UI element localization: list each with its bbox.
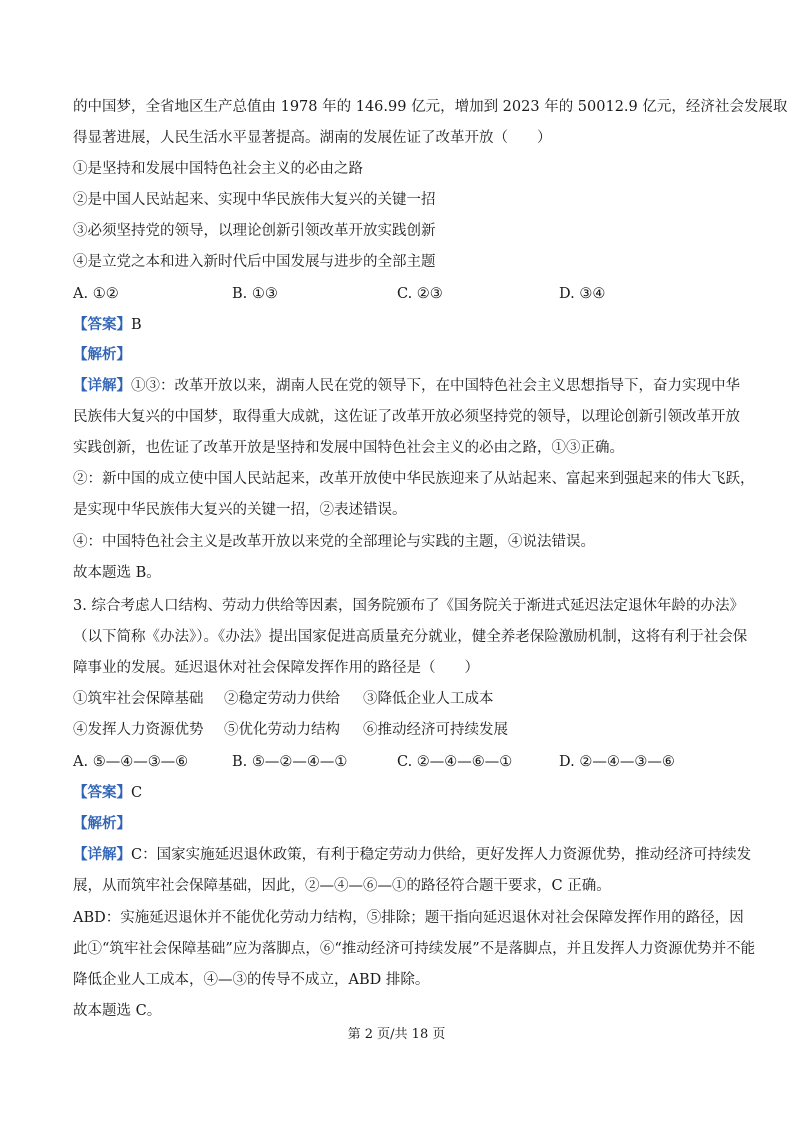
q3-option-b: B. ⑤—②—④—①	[232, 754, 348, 770]
answer-value: B	[131, 317, 142, 333]
q2-detail-line-4: ②：新中国的成立使中国人民站起来，改革开放使中华民族迎来了从站起来、富起来到强起来的伟大飞跃，	[73, 471, 755, 487]
q2-detail-line-5: 是实现中华民族伟大复兴的关键一招，②表述错误。	[73, 502, 407, 518]
q2-detail-line-1	[73, 376, 740, 396]
q2-analysis-heading	[73, 345, 131, 365]
q2-answer	[73, 315, 142, 335]
q3-item: ②稳定劳动力供给	[224, 691, 340, 707]
q3-option-c: C. ②—④—⑥—①	[397, 754, 513, 770]
q3-item: ③降低企业人工成本	[363, 691, 494, 707]
detail-text: C：国家实施延迟退休政策，有利于稳定劳动力供给，更好发挥人力资源优势，推动经济可持续发	[131, 847, 752, 863]
q3-item: ⑥推动经济可持续发展	[363, 722, 508, 738]
q2-option-a: A. ①②	[73, 286, 119, 302]
q3-stem-line-3: 障事业的发展。延迟退休对社会保障发挥作用的路径是（ ）	[73, 660, 479, 676]
q3-stem-line-1: 3. 综合考虑人口结构、劳动力供给等因素，国务院颁布了《国务院关于渐进式延迟法定退休年龄的办法》	[73, 598, 744, 614]
q2-option-c: C. ②③	[397, 286, 443, 302]
q3-stem-line-2: （以下简称《办法》）。《办法》提出国家促进高质量充分就业，健全养老保险激励机制，这将有利于社会保	[73, 629, 748, 645]
analysis-tag: 【解析】	[73, 815, 131, 832]
q3-answer	[73, 783, 142, 803]
q3-option-a: A. ⑤—④—③—⑥	[73, 754, 189, 770]
q2-item-3: ③必须坚持党的领导，以理论创新引领改革开放实践创新	[73, 223, 436, 239]
q3-detail-line-4: 此①“筑牢社会保障基础”应为落脚点，⑥“推动经济可持续发展”不是落脚点，并且发挥人力资源优势并不能	[73, 941, 756, 957]
answer-tag: 【答案】	[73, 784, 131, 801]
q2-item-2: ②是中国人民站起来、实现中华民族伟大复兴的关键一招	[73, 192, 436, 208]
q2-detail-line-3: 实践创新，也佐证了改革开放是坚持和发展中国特色社会主义的必由之路，①③正确。	[73, 440, 624, 456]
detail-tag: 【详解】	[73, 377, 131, 394]
answer-tag: 【答案】	[73, 316, 131, 333]
q3-detail-line-5: 降低企业人工成本，④—③的传导不成立，ABD 排除。	[73, 972, 430, 988]
q2-conclusion: 故本题选 B。	[73, 565, 161, 581]
q3-conclusion: 故本题选 C。	[73, 1003, 162, 1019]
q2-option-b: B. ①③	[232, 286, 278, 302]
q2-item-4: ④是立党之本和进入新时代后中国发展与进步的全部主题	[73, 254, 436, 270]
q2-stem-line-1: 的中国梦，全省地区生产总值由 1978 年的 146.99 亿元，增加到 2023 年的 50012.9 亿元，经济社会发展取	[73, 99, 788, 115]
page-footer: 第 2 页/共 18 页	[347, 1027, 446, 1042]
q3-detail-line-3: ABD：实施延迟退休并不能优化劳动力结构，⑤排除；题干指向延迟退休对社会保障发挥作用的路径，因	[73, 910, 744, 926]
q3-detail-line-1	[73, 845, 751, 865]
q3-item: ⑤优化劳动力结构	[224, 722, 340, 738]
q3-item: ①筑牢社会保障基础	[73, 691, 204, 707]
q2-option-d: D. ③④	[559, 286, 606, 302]
q3-analysis-heading	[73, 814, 131, 834]
q3-option-d: D. ②—④—③—⑥	[559, 754, 675, 770]
answer-value: C	[131, 785, 143, 801]
q3-detail-line-2: 展，从而筑牢社会保障基础，因此，②—④—⑥—①的路径符合题干要求，C 正确。	[73, 878, 611, 894]
detail-tag: 【详解】	[73, 846, 131, 863]
q3-item: ④发挥人力资源优势	[73, 722, 204, 738]
q2-detail-line-2: 民族伟大复兴的中国梦，取得重大成就，这佐证了改革开放必须坚持党的领导，以理论创新引领改革开放	[73, 409, 740, 425]
q2-stem-line-2: 得显著进展，人民生活水平显著提高。湖南的发展佐证了改革开放（ ）	[73, 130, 552, 146]
q2-detail-line-6: ④：中国特色社会主义是改革开放以来党的全部理论与实践的主题，④说法错误。	[73, 534, 595, 550]
q2-item-1: ①是坚持和发展中国特色社会主义的必由之路	[73, 161, 363, 177]
detail-text: ①③：改革开放以来，湖南人民在党的领导下，在中国特色社会主义思想指导下，奋力实现中华	[131, 378, 740, 394]
analysis-tag: 【解析】	[73, 346, 131, 363]
